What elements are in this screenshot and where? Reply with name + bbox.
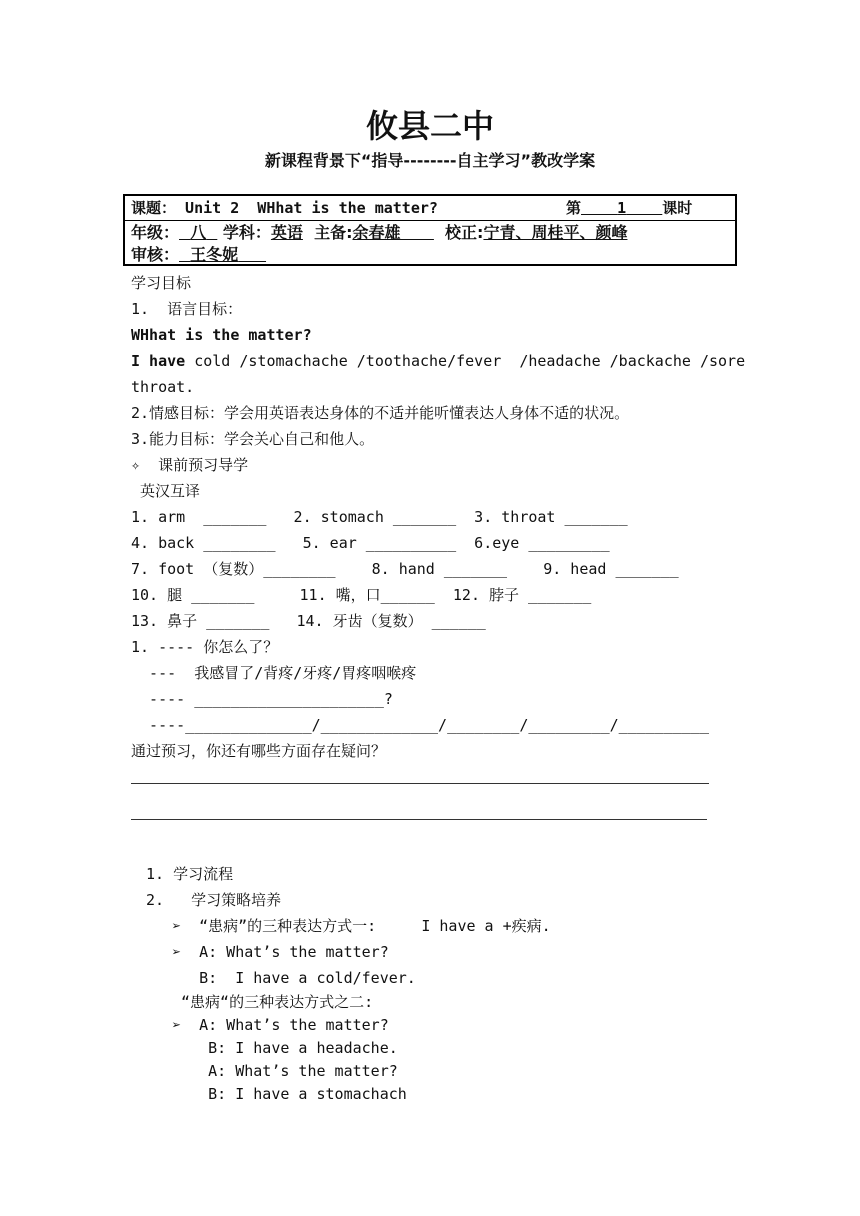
emotion-goal: 2.情感目标：学会用英语表达身体的不适并能听懂表达人身体不适的状况。 [131, 404, 630, 422]
proof-value: 宁青、周桂平、颜峰 [483, 223, 628, 242]
vocab-row: 4. back ________ 5. ear __________ 6.eye _________ [131, 534, 610, 552]
strategy-bullet: ➢ A: What’s the matter? [172, 943, 389, 961]
vocab-row: 7. foot （复数）________ 8. hand _______ 9. head _______ [131, 560, 679, 578]
lesson-number: 1 [617, 199, 627, 217]
review-label: 审核： [131, 245, 180, 264]
grade-row [131, 223, 627, 243]
topic-label: 课题： [131, 199, 177, 217]
strategy-line: B: I have a cold/fever. [172, 969, 416, 987]
subject-label: 学科： [222, 223, 271, 242]
strategy-heading: “患病“的三种表达方式之二: [172, 993, 374, 1011]
ability-goal: 3.能力目标：学会关心自己和他人。 [131, 430, 375, 448]
vocab-row: 13. 鼻子 _______ 14. 牙齿（复数） ______ [131, 612, 486, 630]
vocab-row: 10. 腿 _______ 11. 嘴，口______ 12. 脖子 _______ [131, 586, 592, 604]
lead-label: 主备: [314, 223, 353, 242]
goal-answer: I have cold /stomachache /toothache/fever /headache /backache /sore [131, 352, 746, 370]
grade-value: 八 [190, 223, 207, 242]
goal-answer-cont: throat. [131, 378, 195, 396]
topic-value: Unit 2 WHhat is the matter? [185, 199, 438, 217]
dialog-line: --- 我感冒了/背疼/牙疼/胃疼咽喉疼 [131, 664, 417, 682]
review-value: 王冬妮 [190, 245, 239, 264]
dialog-line: ---- _____________________? [131, 690, 393, 708]
goals-heading: 学习目标 [131, 274, 192, 292]
proof-label: 校正: [445, 223, 484, 242]
lesson-suffix: 课时 [662, 199, 693, 217]
vocab-row: 1. arm _______ 2. stomach _______ 3. throat _______ [131, 508, 628, 526]
dialog-line: 1. ---- 你怎么了？ [131, 638, 279, 656]
process-step: 2. 学习策略培养 [146, 891, 282, 909]
question-prompt: 通过预习，你还有哪些方面存在疑问？ [131, 742, 387, 760]
process-step: 1. 学习流程 [146, 865, 234, 883]
strategy-line: B: I have a stomachach [172, 1085, 407, 1103]
dash-mark: _ [128, 177, 138, 195]
school-title: 攸县二中 [365, 107, 494, 145]
lesson-row [566, 198, 692, 218]
preview-heading: ✧ 课前预习导学 [131, 456, 249, 474]
info-separator [125, 220, 735, 221]
strategy-line: A: What’s the matter? [172, 1062, 398, 1080]
topic-row [131, 198, 438, 218]
dialog-line: ----______________/_____________/________/_________/__________ [131, 716, 709, 734]
lesson-prefix: 第 [566, 199, 582, 217]
page-subtitle: 新课程背景下“指导--------自主学习”教改学案 [264, 151, 596, 170]
translate-heading: 英汉互译 [131, 482, 201, 500]
lead-value: 余春雄 [352, 223, 401, 242]
strategy-bullet: ➢ A: What’s the matter? [172, 1016, 389, 1034]
strategy-line: B: I have a headache. [172, 1039, 398, 1057]
review-row [131, 245, 266, 265]
subject-value: 英语 [270, 223, 303, 242]
answer-line [131, 783, 709, 784]
answer-line [131, 819, 707, 820]
grade-label: 年级： [131, 223, 180, 242]
strategy-bullet: ➢ “患病”的三种表达方式一: I have a +疾病. [172, 917, 551, 935]
language-goal: 1. 语言目标： [131, 300, 243, 318]
goal-question: WHhat is the matter? [131, 326, 312, 344]
